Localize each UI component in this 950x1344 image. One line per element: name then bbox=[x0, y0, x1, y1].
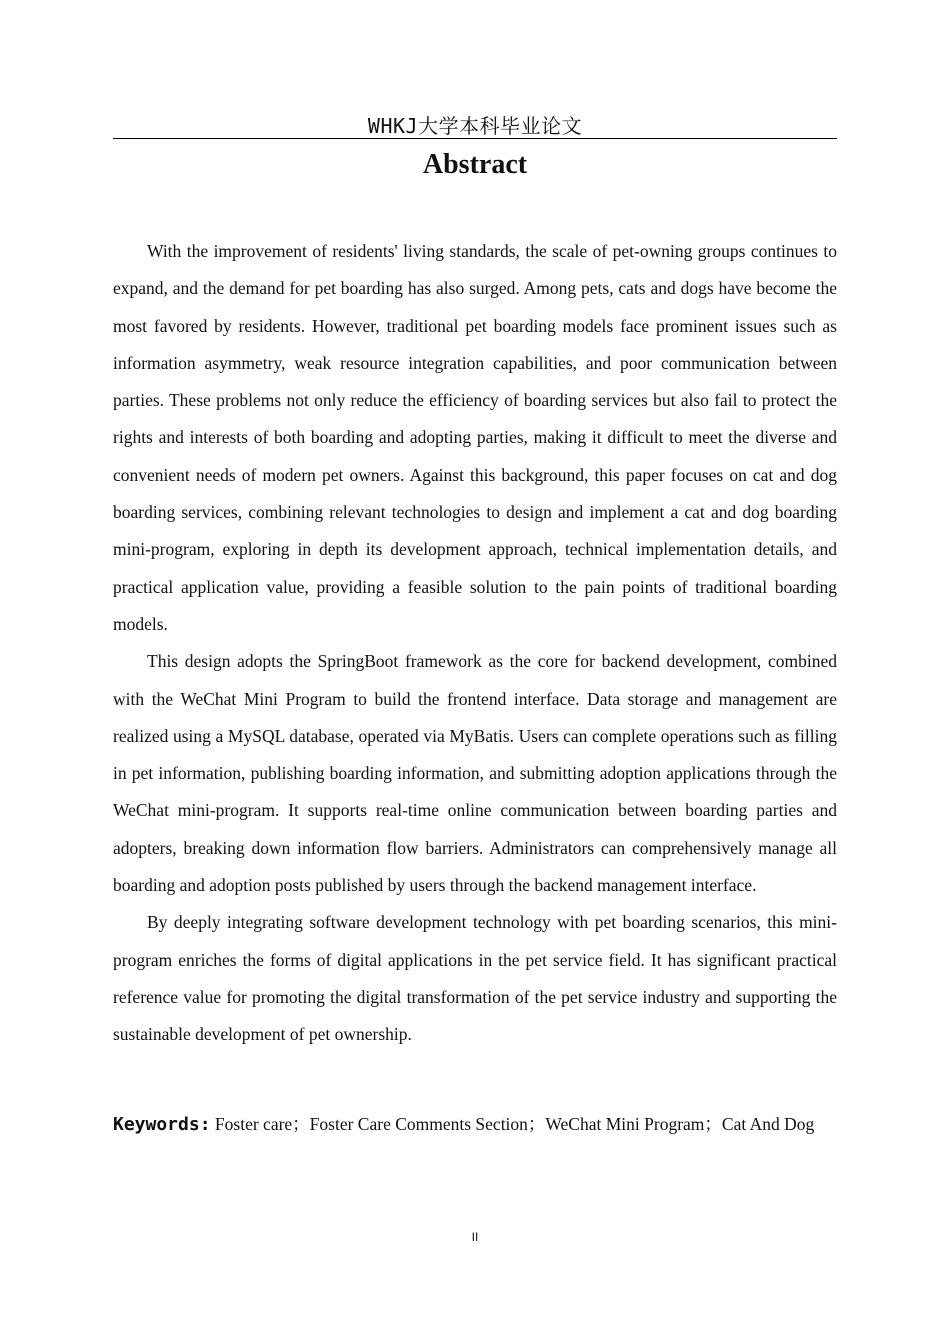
abstract-paragraph-1: With the improvement of residents' living standards, the scale of pet-owning groups continues to expand, and the demand for pet boarding has also surged. Among pets, cats and dogs have become the most favored by residents. However, traditional pet boarding models face prominent issues such as information asymmetry, weak resource integration capabilities, and poor communication between parties. These problems not only reduce the efficiency of boarding services but also fail to protect the rights and interests of both boarding and adopting parties, making it difficult to meet the diverse and convenient needs of modern pet owners. Against this background, this paper focuses on cat and dog boarding services, combining relevant technologies to design and implement a cat and dog boarding mini-program, exploring in depth its development approach, technical implementation details, and practical application value, providing a feasible solution to the pain points of traditional boarding models. bbox=[113, 241, 837, 634]
page-title: Abstract bbox=[422, 149, 528, 180]
running-header bbox=[113, 114, 837, 139]
abstract-paragraph-3: By deeply integrating software development technology with pet boarding scenarios, this mini-program enriches the forms of digital applications in the pet service field. It has significant practical reference value for promoting the digital transformation of the pet service industry and supporting the sustainable development of pet ownership. bbox=[113, 912, 837, 1045]
keywords-line bbox=[113, 1101, 837, 1148]
abstract-paragraph-2: This design adopts the SpringBoot framework as the core for backend development, combined with the WeChat Mini Program to build the frontend interface. Data storage and management are realized using a MySQL database, operated via MyBatis. Users can complete operations such as filling in pet information, publishing boarding information, and submitting adoption applications through the WeChat mini-program. It supports real-time online communication between boarding parties and adopters, breaking down information flow barriers. Administrators can comprehensively manage all boarding and adoption posts published by users through the backend management interface. bbox=[113, 651, 837, 896]
abstract-body bbox=[113, 233, 837, 1054]
keywords-text: Foster care；Foster Care Comments Section；WeChat Mini Program；Cat And Dog bbox=[214, 1114, 815, 1134]
keywords-label: Keywords: bbox=[113, 1114, 211, 1135]
page-number: II bbox=[471, 1230, 479, 1244]
header-university: WHKJ bbox=[367, 114, 419, 138]
header-thesis-type: 大学本科毕业论文 bbox=[418, 114, 583, 138]
